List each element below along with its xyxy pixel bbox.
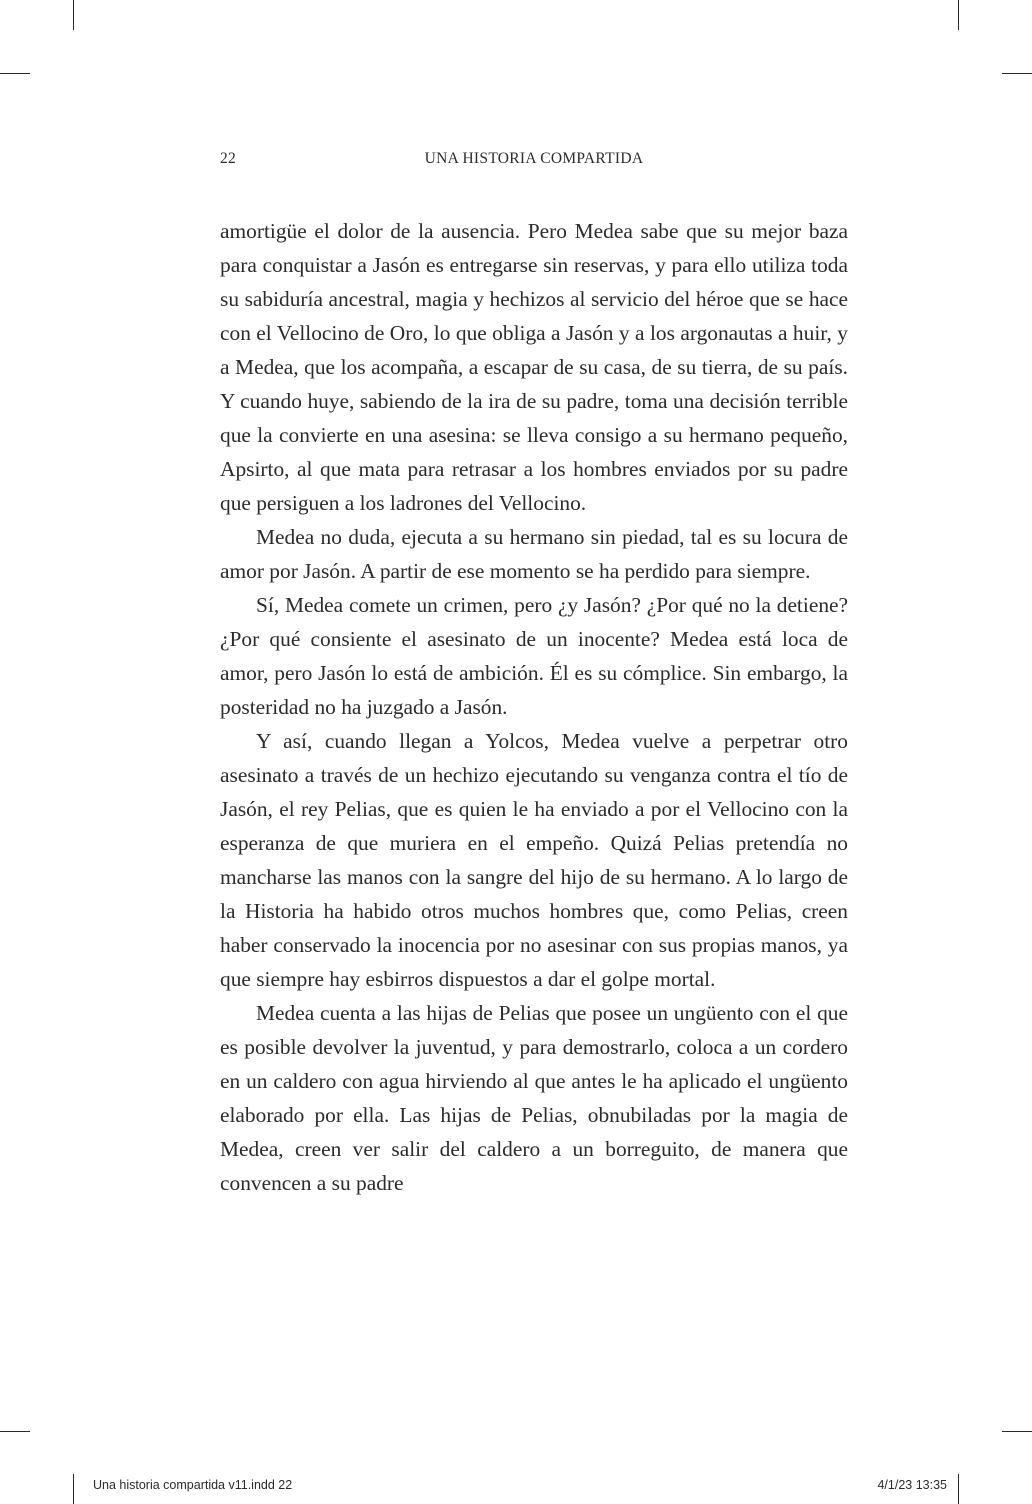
paragraph: Medea no duda, ejecuta a su hermano sin piedad, tal es su locura de amor por Jasón. A partir de ese momento se ha perdido para siempre.: [220, 525, 848, 583]
paragraph: Medea cuenta a las hijas de Pelias que posee un ungüento con el que es posible devolver la juventud, y para demostrarlo, coloca a un cordero en un caldero con agua hirviendo al que antes le ha aplicado el ungüento elaborado por ella. Las hijas de Pelias, obnubiladas por la magia de Medea, creen ver salir del caldero a un borreguito, de manera que convencen a su padre: [220, 1001, 848, 1195]
body-text: [220, 214, 848, 1200]
crop-mark-top-left-h: [0, 73, 30, 74]
crop-mark-bottom-left-h: [0, 1431, 30, 1432]
slug-file-info: Una historia compartida v11.indd 22: [93, 1478, 293, 1492]
paragraph: amortigüe el dolor de la ausencia. Pero Medea sabe que su mejor baza para conquistar a Jasón es entregarse sin reservas, y para ello utiliza toda su sabiduría ancestral, magia y hechizos al servicio del héroe que se hace con el Vellocino de Oro, lo que obliga a Jasón y a los argonautas a huir, y a Medea, que los acompaña, a escapar de su casa, de su tierra, de su país. Y cuando huye, sabiendo de la ira de su padre, toma una decisión terrible que la convierte en una asesina: se lleva consigo a su hermano pequeño, Apsirto, al que mata para retrasar a los hombres enviados por su padre que persiguen a los ladrones del Vellocino.: [220, 219, 848, 515]
running-head: [220, 150, 848, 172]
crop-mark-top-right: [958, 0, 959, 30]
running-head-title: UNA HISTORIA COMPARTIDA: [424, 150, 644, 167]
crop-mark-top-left: [73, 0, 74, 30]
paragraph: Sí, Medea comete un crimen, pero ¿y Jasón? ¿Por qué no la detiene? ¿Por qué consiente el asesinato de un inocente? Medea está loca de amor, pero Jasón lo está de ambición. Él es su cómplice. Sin embargo, la posteridad no ha juzgado a Jasón.: [220, 593, 848, 719]
crop-mark-bottom-left: [73, 1474, 74, 1504]
slug-timestamp: 4/1/23 13:35: [877, 1478, 947, 1492]
paragraph: Y así, cuando llegan a Yolcos, Medea vuelve a perpetrar otro asesinato a través de un hechizo ejecutando su venganza contra el tío de Jasón, el rey Pelias, que es quien le ha enviado a por el Vellocino con la esperanza de que muriera en el empeño. Quizá Pelias pretendía no mancharse las manos con la sangre del hijo de su hermano. A lo largo de la Historia ha habido otros muchos hombres que, como Pelias, creen haber conservado la inocencia por no asesinar con sus propias manos, ya que siempre hay esbirros dispuestos a dar el golpe mortal.: [220, 729, 848, 991]
crop-mark-bottom-right: [958, 1474, 959, 1504]
crop-mark-bottom-right-h: [1002, 1431, 1032, 1432]
page-number: 22: [220, 150, 237, 167]
crop-mark-top-right-h: [1002, 73, 1032, 74]
